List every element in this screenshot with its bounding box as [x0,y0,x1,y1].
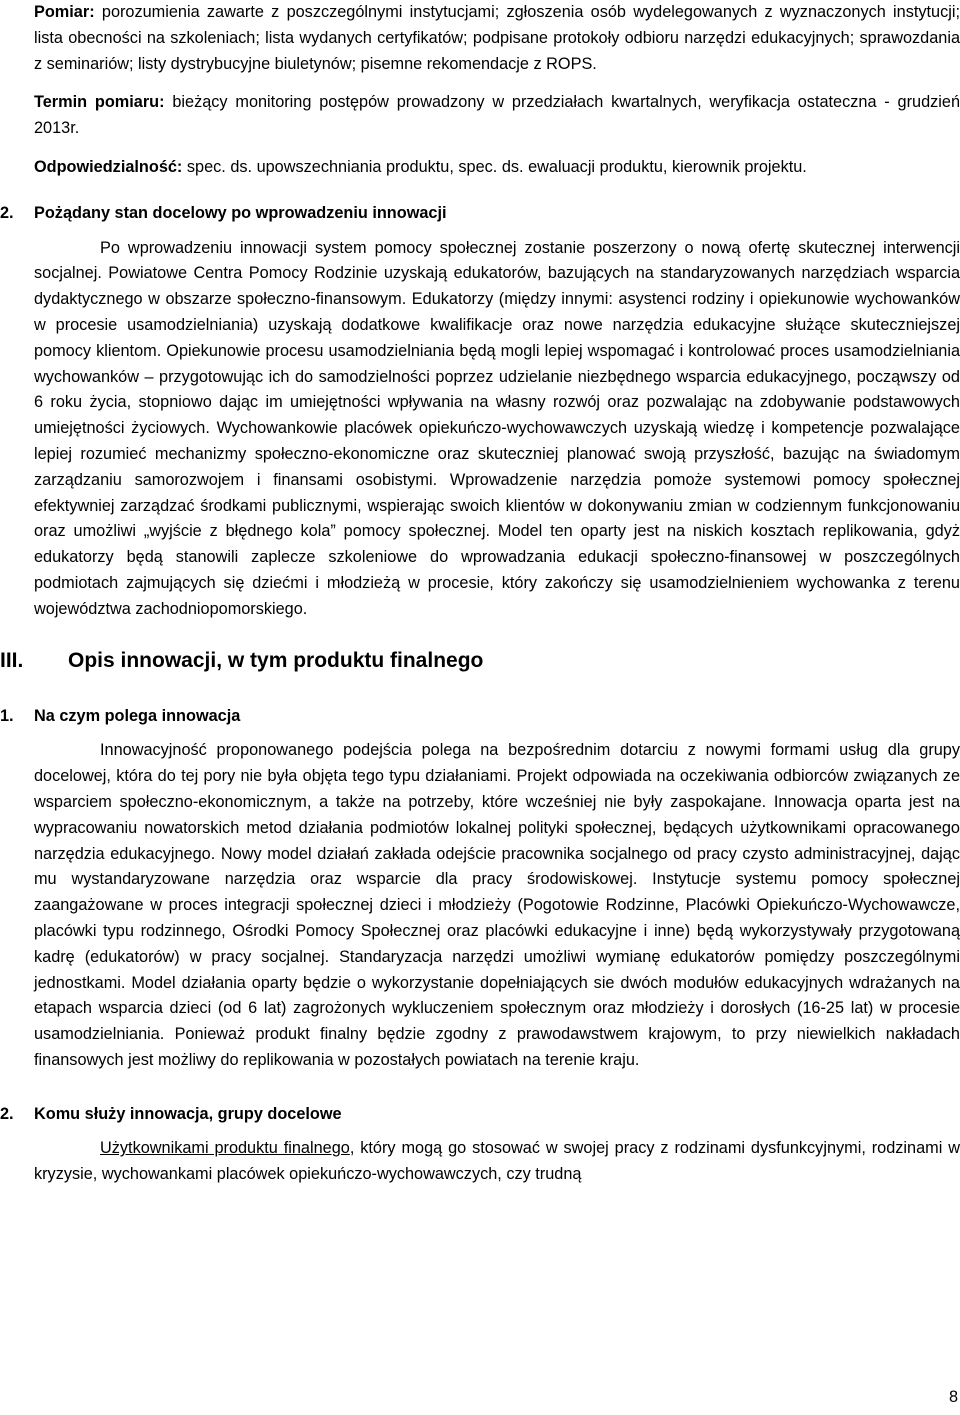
section-title: Pożądany stan docelowy po wprowadzeniu innowacji [34,203,447,222]
section-heading-desired-state [0,201,960,227]
section-heading-target-groups [0,1102,960,1128]
page-number: 8 [948,1388,958,1406]
innovation-body: Innowacyjność proponowanego podejścia polega na bezpośrednim dotarciu z nowymi formami usług dla grupy docelowej, która do tej pory nie była objęta tego typu działaniami. Projekt odpowiada na oczekiwania odbiorców związanych ze wsparciem społeczno-ekonomicznym, a także na potrzeby, które wcześniej nie były zaspokajane. Innowacja oparta jest na wypracowaniu nowatorskich metod działania podmiotów lokalnej polityki społecznej, będących użytkownikami opracowanego narzędzia edukacyjnego. Nowy model działań zakłada odejście pracownika socjalnego od pracy czysto administracyjnej, dając mu wystandaryzowane narzędzia oraz wsparcie dla pracy środowiskowej. Instytucje systemu pomocy społecznej zaangażowane w proces integracji społecznej dzieci i młodzieży (Pogotowie Rodzinne, Placówki Opiekuńczo-Wychowawcze, placówki typu rodzinnego, Ośrodki Pomocy Społecznej oraz placówki edukacyjne i inne) będą wykorzystywały przygotowaną kadrę (edukatorów) w pracy socjalnej. Standaryzacja narzędzi umożliwi wymianę edukatorów pomiędzy poszczególnymi jednostkami. Model działania oparty będzie o wykorzystanie dopełniających sie dwóch modułów edukacyjnych wdrażanych na etapach wsparcia dzieci (od 6 lat) zagrożonych wykluczeniem społecznym oraz młodzieży i dorosłych (16-25 lat) w procesie usamodzielniania. Ponieważ produkt finalny będzie zgodny z prawodawstwem krajowym, to przy niewielkich nakładach finansowych jest możliwy do replikowania w pozostałych powiatach na terenie kraju. [34,741,960,1069]
target-groups-text: , który mogą go stosować w swojej pracy z rodzinami dysfunkcyjnymi, rodzinami w kryzysie, wychowankami placówek opiekuńczo-wychowawczych, czy trudną [34,1139,960,1184]
measurement-paragraph [34,0,960,77]
responsibility-label: Odpowiedzialność: [34,157,183,176]
section-number: 2. [0,1104,14,1123]
section-number: 1. [0,706,14,725]
chapter-title: Opis innowacji, w tym produktu finalnego [68,648,484,672]
responsibility-text: spec. ds. upowszechniania produktu, spec. ds. ewaluacji produktu, kierownik projektu. [182,157,807,176]
measurement-text: porozumienia zawarte z poszczególnymi instytucjami; zgłoszenia osób wydelegowanych z wyznaczonych instytucji; lista obecności na szkoleniach; lista wydanych certyfikatów; podpisane protokoły odbioru narzędzi edukacyjnych; sprawozdania z seminariów; listy dystrybucyjne biuletynów; pisemne rekomendacje z ROPS. [34,3,960,73]
chapter-heading [0,647,960,675]
measurement-term-label: Termin pomiaru: [34,93,165,112]
target-groups-body [34,1136,960,1188]
section-number: 2. [0,203,14,222]
desired-state-body: Po wprowadzeniu innowacji system pomocy społecznej zostanie poszerzony o nową ofertę skutecznej interwencji socjalnej. Powiatowe Centra Pomocy Rodzinie uzyskają edukatorów, bazujących na standaryzowanych narzędziach wsparcia dydaktycznego w obszarze społeczno-finansowym. Edukatorzy (między innymi: asystenci rodziny i opiekunowie wychowanków w procesie usamodzielniania) uzyskają dodatkowe kwalifikacje oraz nowe narzędzia edukacyjne służące skuteczniejszej pomocy klientom. Opiekunowie procesu usamodzielniania będą mogli lepiej wspomagać i kontrolować proces usamodzielniania wychowanków – przygotowując ich do samodzielności poprzez udzielanie niezbędnego wsparcia edukacyjnego, począwszy od 6 roku życia, stopniowo dając im umiejętności wpływania na własny rozwój oraz pozwalając na zdobywanie podstawowych umiejętności życiowych. Wychowankowie placówek opiekuńczo-wychowawczych uzyskają wiedzę i kompetencje pozwalające lepiej rozumieć mechanizmy społeczno-ekonomiczne oraz skuteczniej planować swoją przyszłość, bazując na świadomym zarządzaniu samorozwojem i finansami osobistymi. Wprowadzenie narzędzia pomoże systemowi pomocy społecznej efektywniej zarządzać środkami publicznymi, wspierając swoich klientów w dokonywaniu zmian w codziennym funkcjonowaniu oraz umożliwi „wyjście z błędnego kola” pomocy społecznej. Model ten oparty jest na niskich kosztach replikowania, gdyż edukatorzy będą stanowili zaplecze szkoleniowe do wprowadzania edukacji społeczno-finansowej w poszczególnych podmiotach zajmujących się dziećmi i młodzieżą w procesie, który zakończy się usamodzielnieniem wychowanka z terenu województwa zachodniopomorskiego. [34,238,960,618]
section-title: Komu służy innowacja, grupy docelowe [34,1104,342,1123]
measurement-term-paragraph [34,90,960,142]
section-title: Na czym polega innowacja [34,706,241,725]
measurement-label: Pomiar: [34,3,95,21]
responsibility-paragraph [34,155,960,181]
chapter-number: III. [0,648,24,672]
final-product-users-phrase: Użytkownikami produktu finalnego [100,1139,350,1158]
section-heading-what-innovation [0,704,960,730]
measurement-term-text: bieżący monitoring postępów prowadzony w przedziałach kwartalnych, weryfikacja ostateczna - grudzień 2013r. [34,93,960,138]
